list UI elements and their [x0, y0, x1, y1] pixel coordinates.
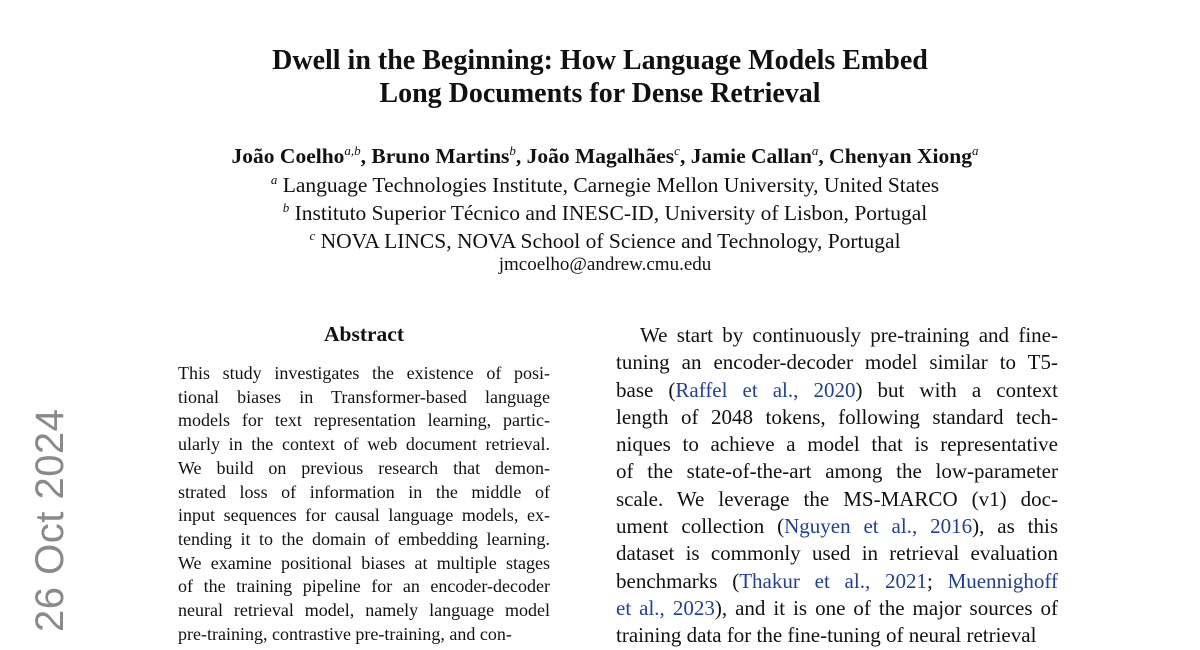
abstract-line: We build on previous research that demon- — [178, 457, 550, 478]
affiliation-b: $^b$ Instituto Superior Técnico and INESC-ID, University of Lisbon, Portugal — [282, 200, 928, 226]
body-line — [616, 540, 1058, 567]
body-text: base ( — [616, 377, 676, 402]
body-text: scale. We leverage the MS-MARCO (v1) doc- — [616, 486, 1058, 511]
body-line — [616, 513, 1058, 540]
abstract-line: of the training pipeline for an encoder-decoder — [178, 576, 550, 597]
affiliation-c: $^c$ NOVA LINCS, NOVA School of Science and Technology, Portugal — [309, 228, 901, 254]
citation-link[interactable]: Nguyen et al., 2016 — [784, 514, 973, 539]
author-3: João Magalhães$^c$, — [526, 143, 691, 169]
abstract-line: We examine positional biases at multiple stages — [178, 552, 550, 573]
body-text: niques to achieve a model that is representative — [616, 432, 1058, 457]
abstract-line: tending it to the domain of embedding learning. — [178, 528, 550, 549]
body-line — [616, 377, 1058, 404]
body-line — [616, 486, 1058, 513]
body-text: length of 2048 tokens, following standard tech- — [616, 404, 1058, 429]
title-line-2: Long Documents for Dense Retrieval — [379, 78, 821, 109]
body-text: benchmarks ( — [616, 568, 740, 593]
body-line — [616, 595, 1058, 622]
body-line — [616, 622, 1058, 649]
body-text: ; — [926, 568, 948, 593]
body-text: training data for the fine-tuning of neural retrieval — [616, 623, 1037, 648]
body-text: ) but with a context — [855, 377, 1058, 402]
title-line-1: Dwell in the Beginning: How Language Models Embed — [272, 45, 928, 76]
abstract-line: pre-training, contrastive pre-training, and con- — [178, 623, 512, 644]
intro-paragraph — [616, 322, 1058, 650]
abstract-line: input sequences for causal language models, ex- — [178, 505, 550, 526]
body-text: ), as this — [972, 514, 1058, 539]
body-line — [616, 458, 1058, 485]
body-line — [616, 322, 1058, 349]
author-5: Chenyan Xiong$^a$ — [829, 143, 979, 169]
author-2: Bruno Martins$^b$, — [371, 143, 527, 169]
body-text: We start by continuously pre-training and fine- — [640, 323, 1058, 347]
citation-link[interactable]: Muennighoff — [947, 568, 1058, 593]
abstract-line: neural retrieval model, namely language model — [178, 600, 550, 621]
abstract-heading: Abstract — [323, 322, 404, 346]
body-line — [616, 568, 1058, 595]
affiliation-a: $^a$ Language Technologies Institute, Carnegie Mellon University, United States — [270, 172, 940, 198]
body-text: ), and it is one of the major sources of — [714, 595, 1058, 620]
citation-link[interactable]: et al., 2023 — [616, 595, 715, 620]
body-text: ument collection ( — [616, 514, 785, 539]
body-text: dataset is commonly used in retrieval evaluation — [616, 541, 1058, 566]
contact-email[interactable]: jmcoelho@andrew.cmu.edu — [498, 254, 712, 275]
body-line — [616, 431, 1058, 458]
paper-title — [0, 44, 1200, 110]
abstract-line: ularly in the context of web document retrieval. — [178, 434, 550, 455]
body-text: of the state-of-the-art among the low-parameter — [616, 459, 1058, 484]
abstract-line: tional biases in Transformer-based language — [178, 386, 550, 407]
abstract-line: strated loss of information in the middle of — [178, 481, 550, 502]
citation-link[interactable]: Thakur et al., 2021 — [739, 568, 927, 593]
author-4: Jamie Callan$^a$, — [690, 143, 830, 169]
abstract-line: This study investigates the existence of posi- — [178, 363, 550, 383]
body-line — [616, 349, 1058, 376]
body-line — [616, 404, 1058, 431]
citation-link[interactable]: Raffel et al., 2020 — [675, 377, 856, 402]
abstract-line: models for text representation learning, partic- — [178, 410, 550, 431]
body-text: tuning an encoder-decoder model similar to T5- — [616, 350, 1058, 375]
abstract-text — [178, 362, 550, 646]
author-1: João Coelho$^{a,b}$, — [231, 143, 372, 169]
arxiv-date-stamp: 26 Oct 2024 — [28, 408, 72, 632]
